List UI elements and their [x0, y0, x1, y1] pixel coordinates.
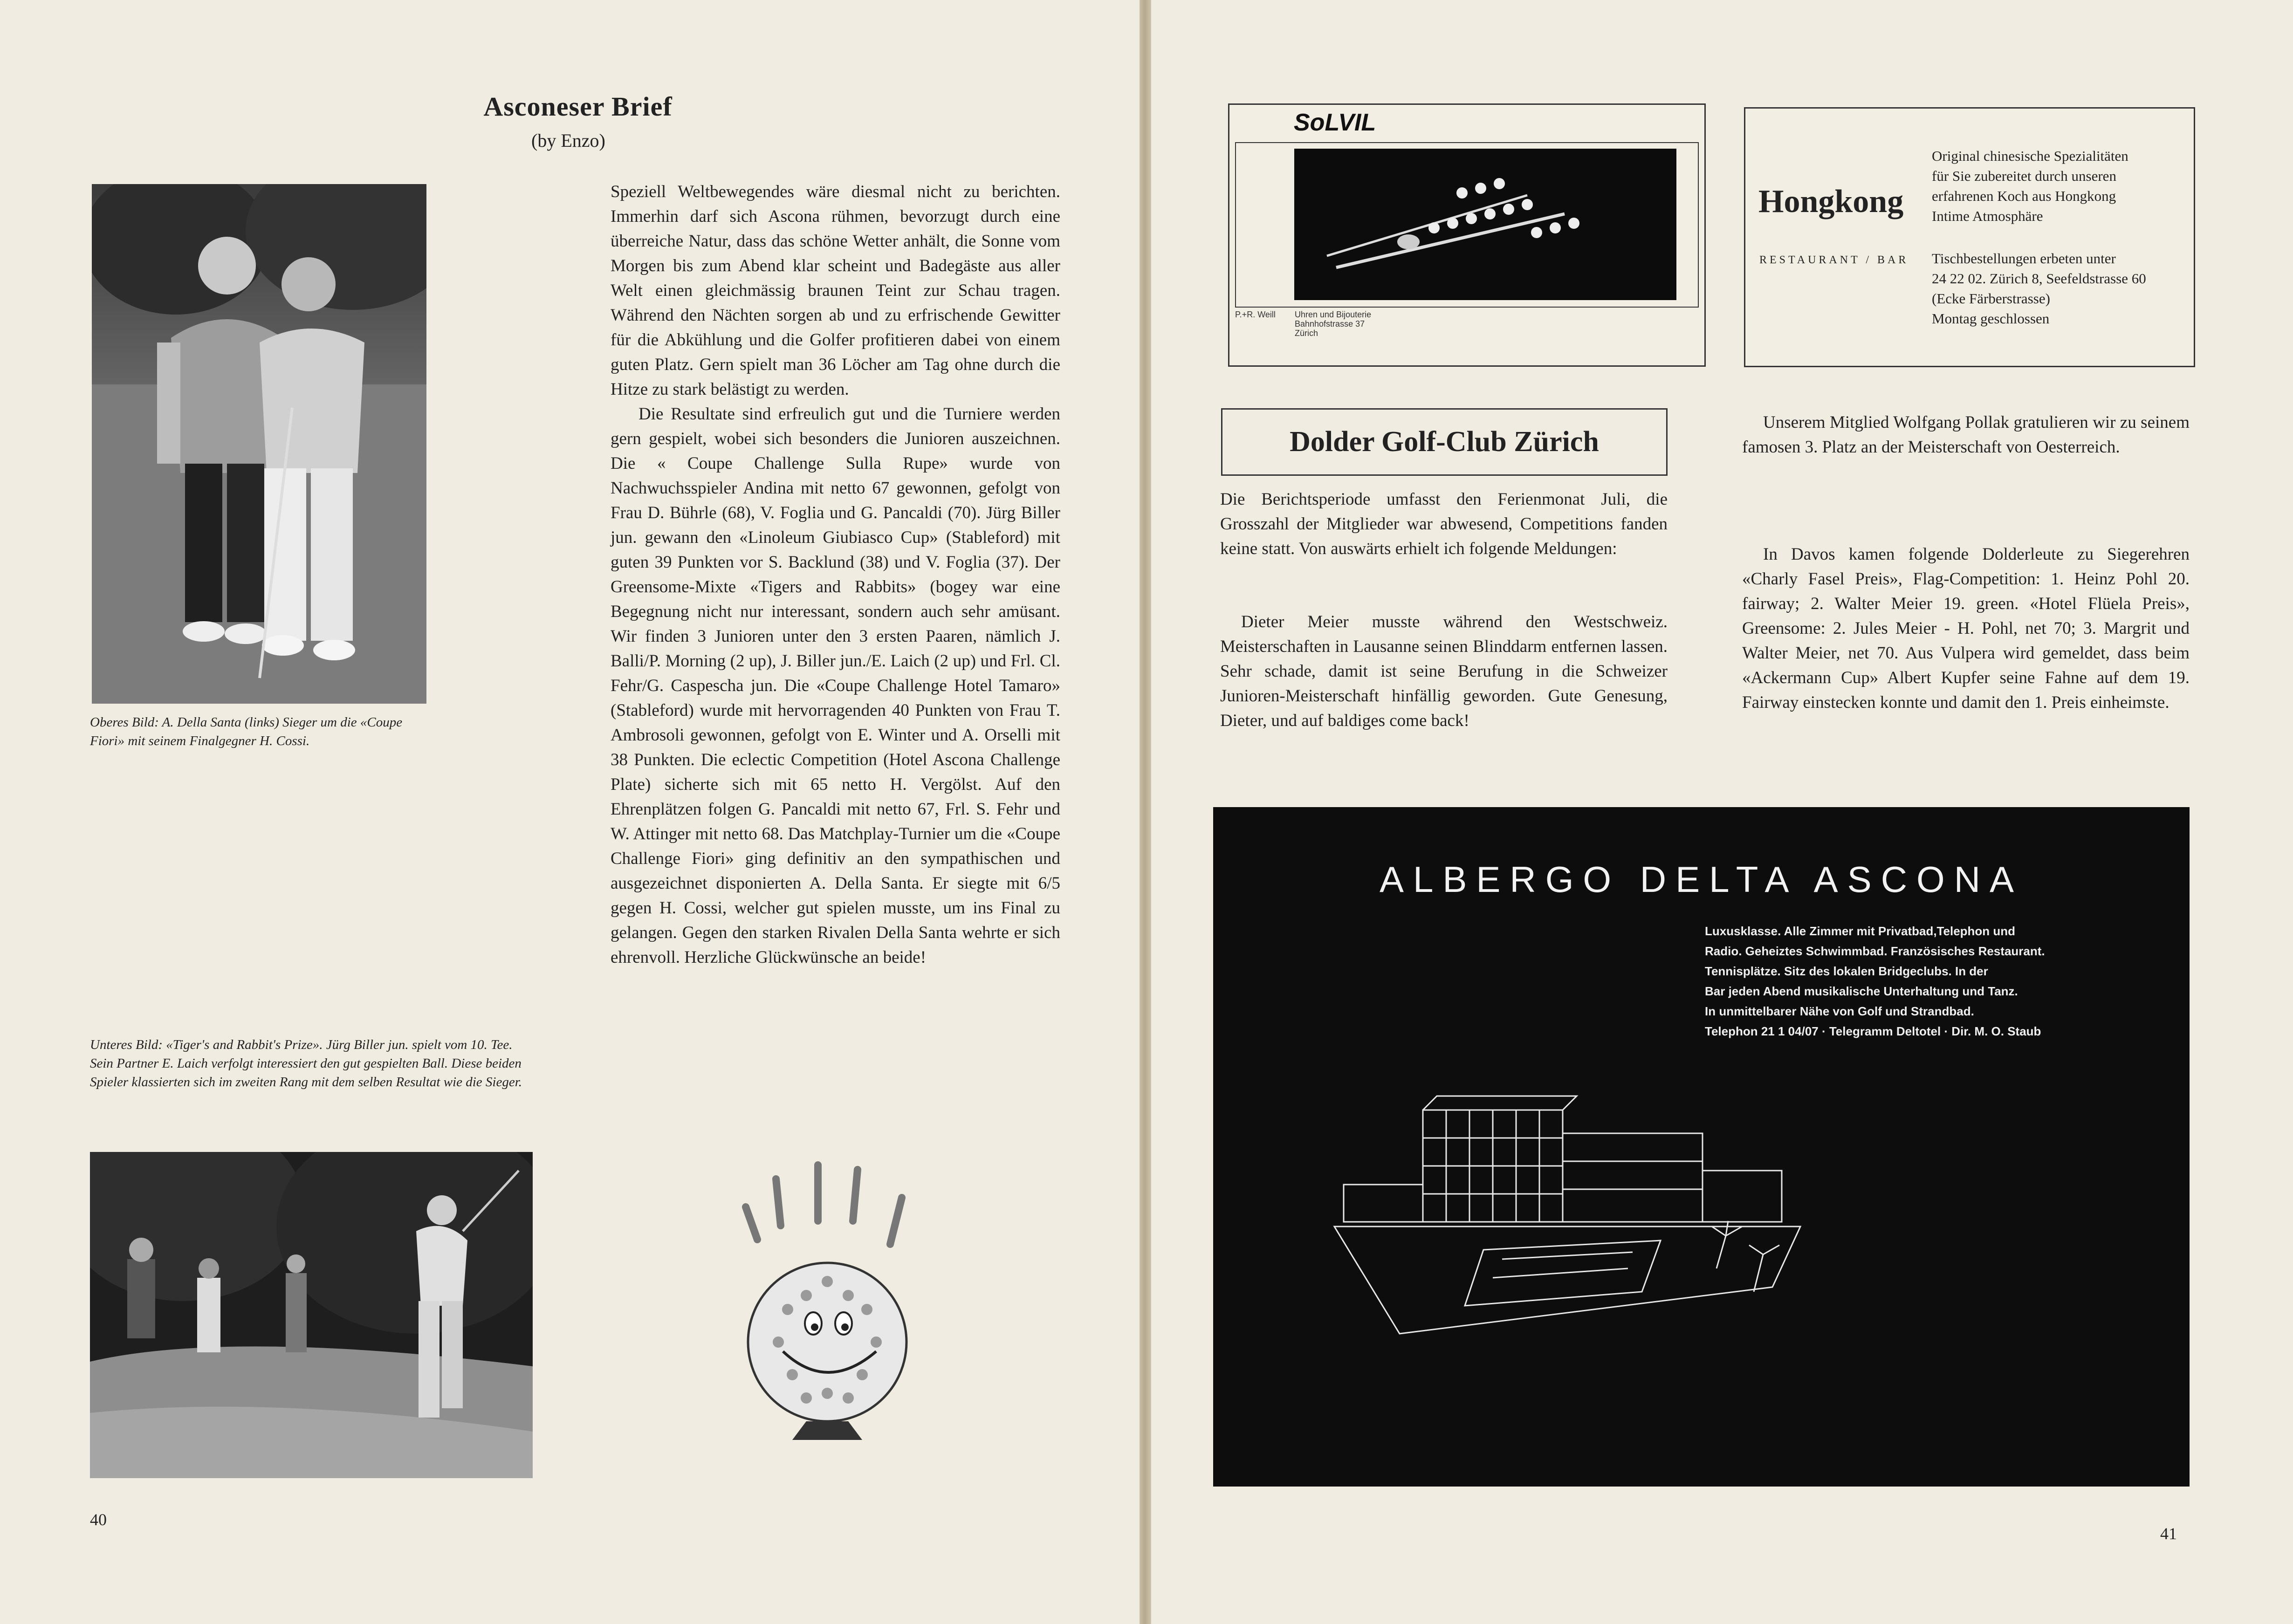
solvil-credit-address [1295, 310, 1371, 338]
hongkong-info-line: Montag geschlossen [1932, 310, 2050, 327]
solvil-credit-line: Zürich [1295, 329, 1318, 338]
solvil-credit-line: Bahnhofstrasse 37 [1295, 319, 1365, 329]
albergo-hotel-drawing [1306, 1073, 1819, 1352]
ad-solvil [1228, 103, 1706, 367]
photo-della-santa-cossi [92, 184, 426, 704]
article-paragraph: Speziell Weltbewegendes wäre diesmal nicht zu berichten. Immerhin darf sich Ascona rühmen, bevorzugt durch eine überreiche Natur, dass das schöne Wetter anhält, die Sonne vom Morgen bis zum Abend klar scheint und Badegäste aus aller Welt einen gleichmässig braunen Teint zur Schau tragen. Während den Nächten sorgen ab und zu erfrischende Gewitter für die Abkühlung und die Golfer profitieren dabei von einem guten Platz. Gern spielt man 36 Löcher am Tag ohne durch die Hitze zu stark belästigt zu werden. [611, 182, 1060, 399]
page-number-left: 40 [90, 1510, 107, 1529]
hongkong-intro [1932, 146, 2183, 226]
dolder-heading: Dolder Golf-Club Zürich [1290, 426, 1599, 458]
albergo-line: Radio. Geheiztes Schwimmbad. Französisches Restaurant. [1705, 944, 2045, 958]
dolder-para-1: Die Berichtsperiode umfasst den Ferienmonat Juli, die Grosszahl der Mitglieder war abwesend, Competitions fanden keine statt. Von auswärts erhielt ich folgende Meldungen: [1220, 490, 1668, 558]
caption-top-photo: Oberes Bild: A. Della Santa (links) Sieger um die «Coupe Fiori» mit seinem Finalgegner H. Cossi. [90, 715, 403, 748]
page-number-right: 41 [2160, 1524, 2177, 1543]
albergo-line: Luxusklasse. Alle Zimmer mit Privatbad,Telephon und [1705, 924, 2016, 938]
dolder-para-3: Unserem Mitglied Wolfgang Pollak gratulieren wir zu seinem famosen 3. Platz an der Meisterschaft von Oesterreich. [1742, 413, 2190, 457]
article-paragraph: Die Resultate sind erfreulich gut und die Turniere werden gern gespielt, wobei sich besonders die Junioren auszeichnen. Die « Coupe Challenge Sulla Rupe» wurde von Nachwuchsspieler Andina mit netto 67 gewonnen, gefolgt von Frau D. Bührle (68), V. Foglia und G. Pancaldi (70). Jürg Biller jun. gewann den «Linoleum Giubiasco Cup» (Stableford) mit guten 39 Punkten vor S. Backlund (38) und V. Foglia (37). Der Greensome-Mixte «Tigers and Rabbits» (bogey war eine Begegnung nicht nur interessant, sondern auch sehr amüsant. Wir finden 3 Junioren unter den 3 ersten Paaren, nämlich J. Balli/P. Morning (2 up), J. Biller jun./E. Laich (2 up) und Frl. Cl. Fehr/G. Caspescha jun. Die «Coupe Challenge Hotel Tamaro» (Stableford) wurde mit hervorragenden 40 Punkten von Frau T. Ambrosoli gewonnen, gefolgt von E. Winter und A. Orselli mit 38 Punkten. Die eclectic Competition (Hotel Ascona Challenge Plate) sicherte sich mit 65 netto H. Vergölst. Auf den Ehrenplätzen folgen G. Pancaldi mit netto 67, Frl. S. Fehr und W. Attinger mit netto 68. Das Matchplay-Turnier um die «Coupe Challenge Fiori» ging definitiv an den sympathischen und ausgezeichnet disponierten A. Della Santa. Er siegte mit 6/5 gegen H. Cossi, welcher gut spielen musste, um ins Final zu gelangen. Gegen den starken Rivalen Della Santa wehrte er sich ehrenvoll. Herzliche Glückwünsche an beide! [611, 404, 1060, 967]
photo-juerg-biller-tee-shot [90, 1152, 533, 1478]
hongkong-intro-line: erfahrenen Koch aus Hongkong [1932, 188, 2116, 204]
hongkong-subtitle: RESTAURANT / BAR [1759, 254, 1909, 266]
article-title: Asconeser Brief [483, 91, 673, 122]
solvil-credit-name: P.+R. Weill [1235, 310, 1276, 319]
right-page [1151, 0, 2293, 1624]
dolder-para-4: In Davos kamen folgende Dolderleute zu Siegerehren «Charly Fasel Preis», Flag-Competition: 1. Heinz Pohl 20. fairway; 2. Walter Meier 19. green. «Hotel Flüela Preis», Greensome: 2. Jules Meier - H. Pohl, net 70; 3. Margrit und Walter Meier, net 70. Aus Vulpera wird gemeldet, dass beim «Ackermann Cup» Albert Kupfer seine Fahne auf dem 19. Fairway einstecken konnte und damit den 1. Preis einheimste. [1742, 545, 2190, 712]
ad-albergo-delta-ascona [1213, 807, 2190, 1487]
ad-hongkong [1744, 107, 2195, 367]
left-page [0, 0, 1140, 1624]
albergo-description [1705, 921, 2124, 1042]
solvil-logo: SoLVIL [1294, 109, 1376, 136]
solvil-inner-frame [1235, 142, 1699, 308]
hongkong-intro-line: Intime Atmosphäre [1932, 208, 2043, 224]
page-gutter [1140, 0, 1151, 1624]
article-byline: (by Enzo) [531, 130, 605, 151]
caption-bottom-photo: Unteres Bild: «Tiger's and Rabbit's Prize». Jürg Biller jun. spielt vom 10. Tee. Sein Partner E. Laich verfolgt interessiert den gut gespielten Ball. Diese beiden Spieler klassierten sich im zweiten Rang mit dem selben Resultat wie die Sieger. [90, 1037, 522, 1090]
golf-ball-cartoon-illustration [732, 1156, 927, 1491]
dolder-heading-box [1221, 408, 1668, 476]
albergo-line: In unmittelbarer Nähe von Golf und Strandbad. [1705, 1004, 1974, 1018]
albergo-line: Telephon 21 1 04/07 · Telegramm Deltotel · Dir. M. O. Staub [1705, 1024, 2041, 1038]
albergo-line: Bar jeden Abend musikalische Unterhaltung und Tanz. [1705, 984, 2018, 998]
albergo-line: Tennisplätze. Sitz des lokalen Bridgeclubs. In der [1705, 964, 1988, 978]
dolder-para-2: Dieter Meier musste während den Westschweiz. Meisterschaften in Lausanne seinen Blinddarm entfernen lassen. Sehr schade, damit ist seine Berufung in die Schweizer Junioren-Meisterschaft hinfällig geworden. Gute Genesung, Dieter, und auf baldiges come back! [1220, 612, 1668, 730]
hongkong-name: Hongkong [1758, 184, 1904, 219]
hongkong-reservation-info [1932, 248, 2183, 329]
hongkong-intro-line: Original chinesische Spezialitäten [1932, 148, 2128, 164]
hongkong-info-line: Tischbestellungen erbeten unter [1932, 250, 2116, 267]
hongkong-intro-line: für Sie zubereitet durch unseren [1932, 168, 2116, 184]
solvil-watch-image [1294, 149, 1676, 300]
solvil-credit-line: Uhren und Bijouterie [1295, 310, 1372, 319]
hongkong-info-line: 24 22 02. Zürich 8, Seefeldstrasse 60 [1932, 270, 2146, 287]
hongkong-info-line: (Ecke Färberstrasse) [1932, 290, 2050, 307]
albergo-title: ALBERGO DELTA ASCONA [1379, 859, 2024, 900]
article-body [611, 179, 1060, 970]
